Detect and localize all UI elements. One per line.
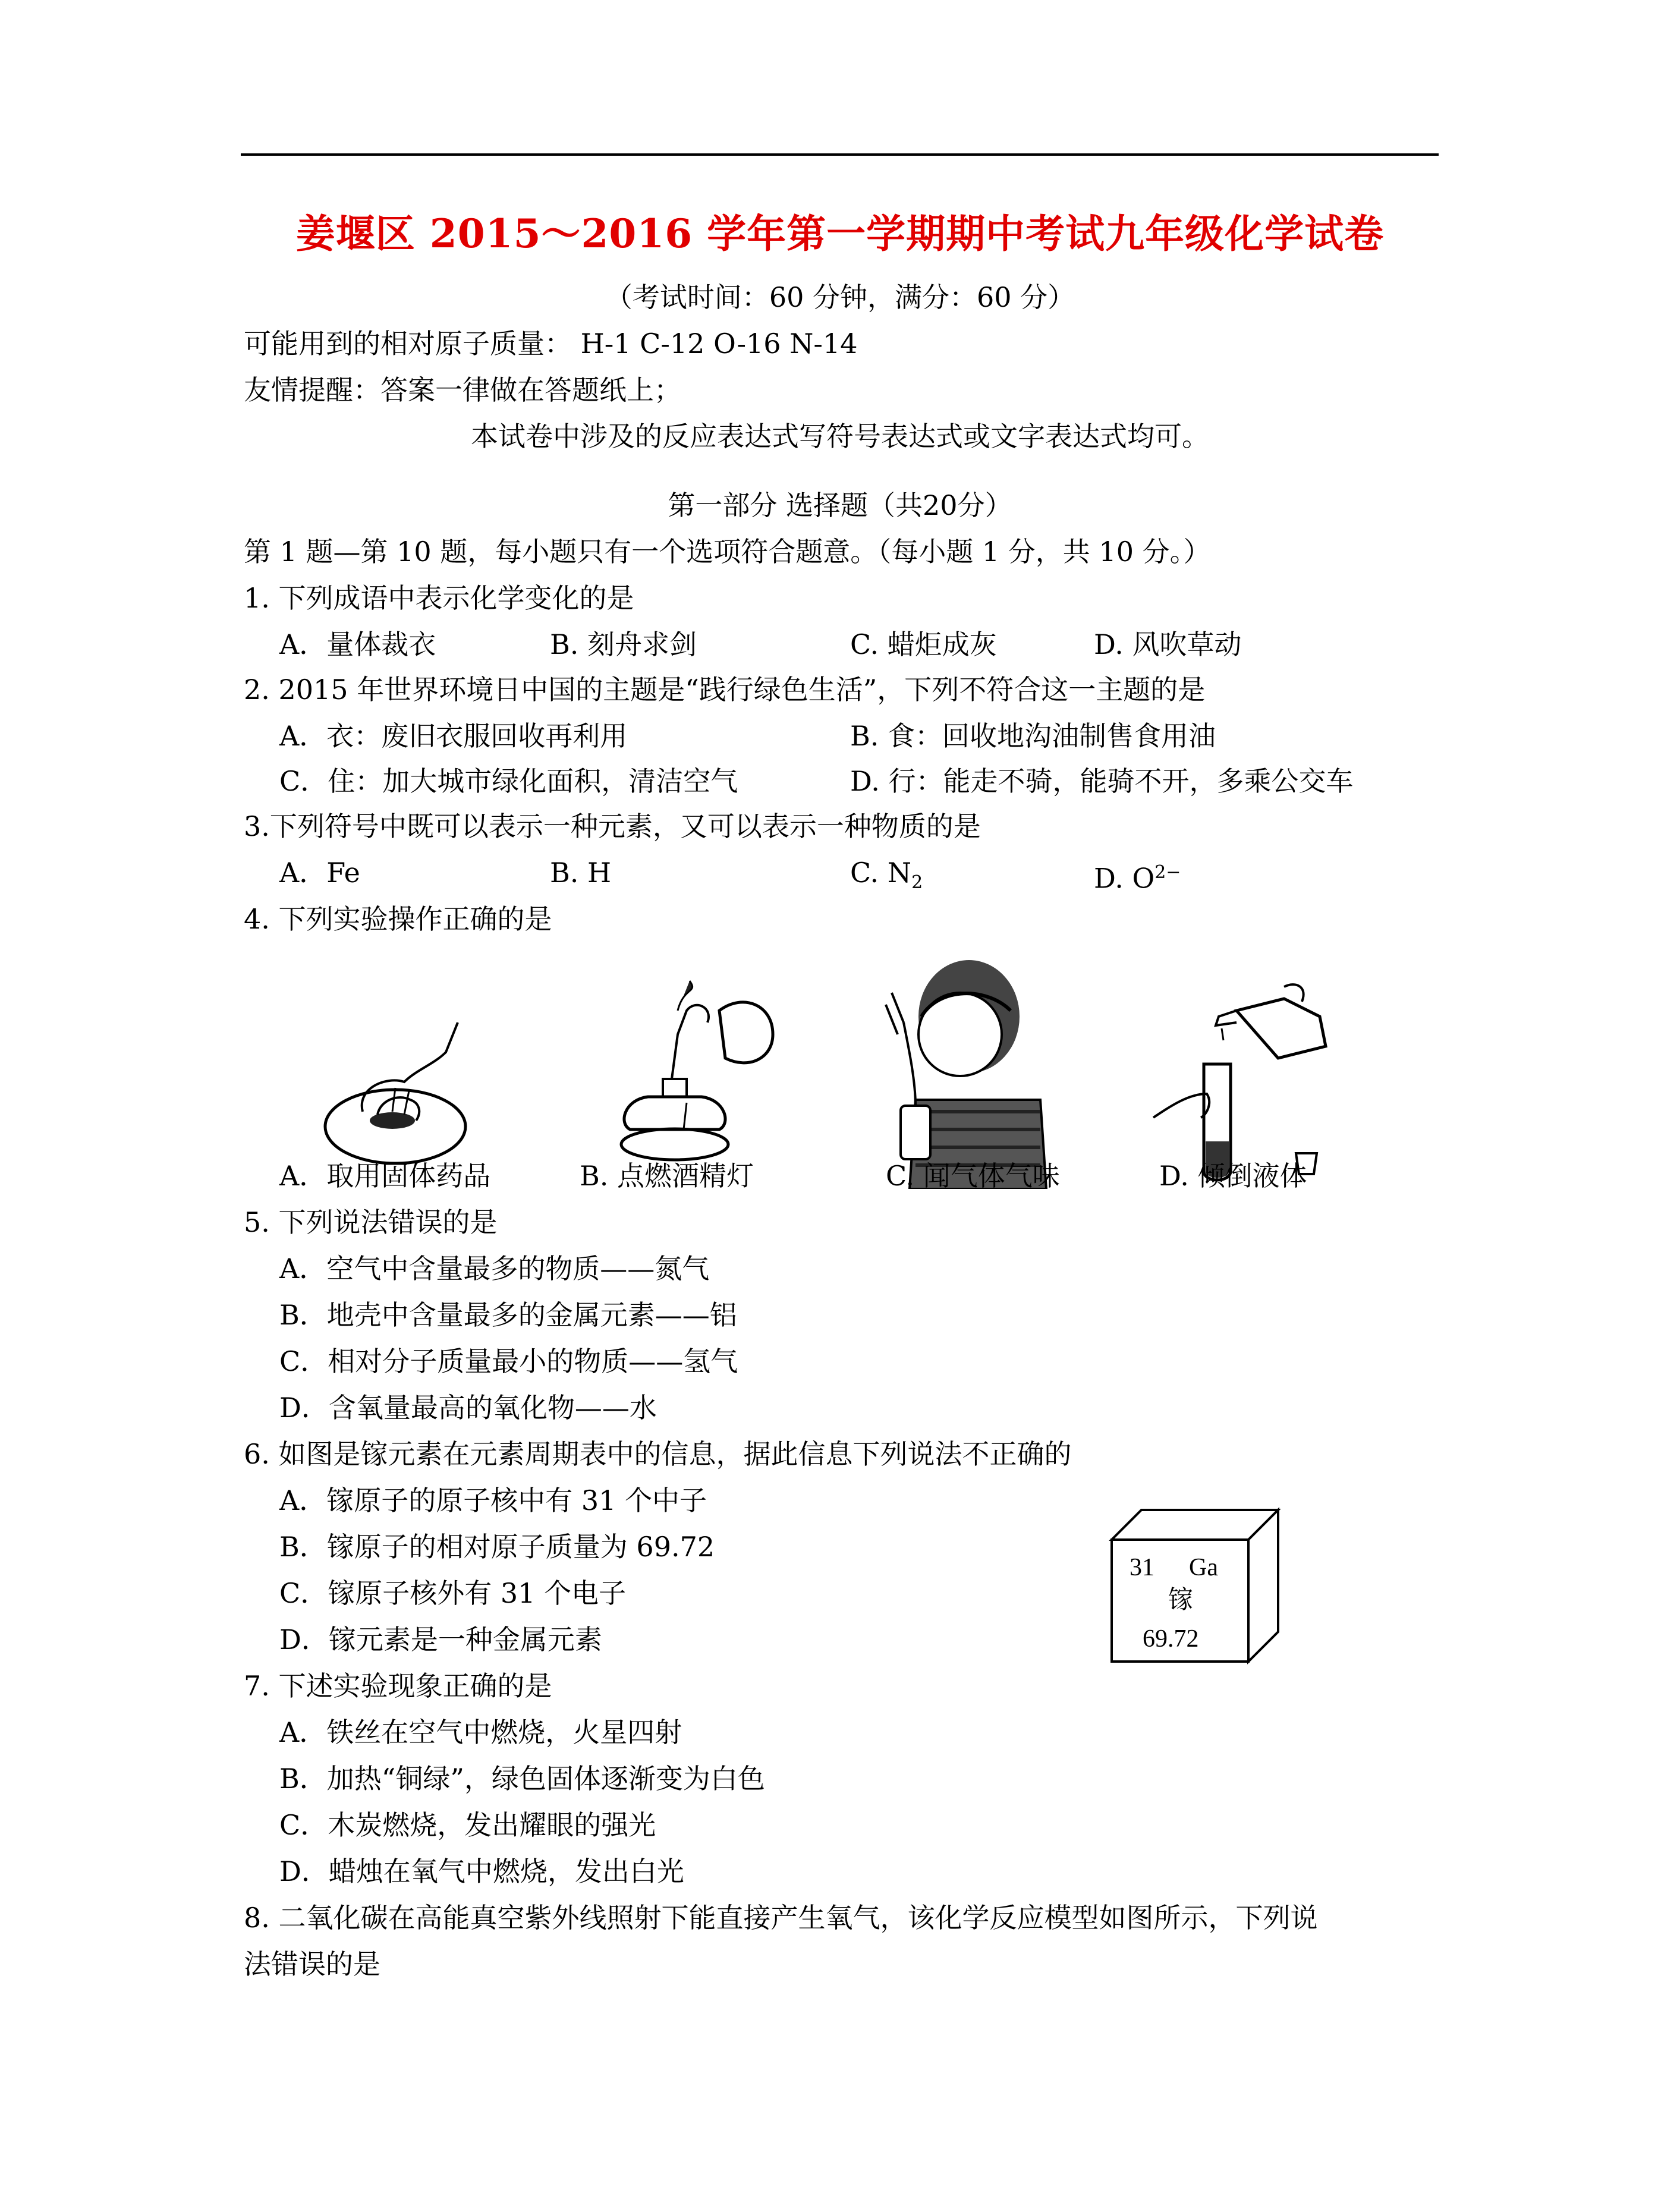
q7-option-c: C．木炭燃烧，发出耀眼的强光 bbox=[279, 1809, 656, 1841]
question-5-stem: 5. 下列说法错误的是 bbox=[244, 1206, 498, 1238]
q2-option-d: D. 行：能走不骑，能骑不开，多乘公交车 bbox=[850, 765, 1354, 797]
q5-option-d: D．含氧量最高的氧化物——水 bbox=[279, 1392, 657, 1424]
reminder-2: 本试卷中涉及的反应表达式写符号表达式或文字表达式均可。 bbox=[471, 420, 1209, 452]
q3-option-d-text: D. O bbox=[1094, 862, 1155, 895]
section-title: 第一部分 选择题（共20分） bbox=[668, 489, 1012, 521]
q1-option-a: A．量体裁衣 bbox=[279, 628, 436, 660]
q2-option-a: A．衣：废旧衣服回收再利用 bbox=[279, 720, 628, 752]
figure-alcohol-lamp bbox=[594, 975, 791, 1177]
q3-option-d-superscript: 2− bbox=[1154, 862, 1181, 883]
q7-option-d: D．蜡烛在氧气中燃烧，发出白光 bbox=[279, 1855, 684, 1887]
gallium-element-card bbox=[1106, 1504, 1284, 1670]
atomic-masses: 可能用到的相对原子质量： H-1 C-12 O-16 N-14 bbox=[244, 328, 858, 360]
question-8-stem: 8. 二氧化碳在高能真空紫外线照射下能直接产生氧气，该化学反应模型如图所示，下列说 bbox=[244, 1902, 1318, 1934]
q6-option-d: D．镓元素是一种金属元素 bbox=[279, 1623, 602, 1656]
q3-option-c bbox=[850, 855, 923, 901]
q3-option-d bbox=[1094, 855, 1181, 896]
q6-option-a: A．镓原子的原子核中有 31 个中子 bbox=[279, 1484, 707, 1516]
question-7-stem: 7. 下述实验现象正确的是 bbox=[244, 1670, 552, 1702]
q1-option-d: D. 风吹草动 bbox=[1094, 628, 1242, 660]
exam-info: （考试时间：60 分钟，满分：60 分） bbox=[605, 281, 1075, 313]
q3-option-a: A．Fe bbox=[279, 857, 360, 889]
q5-option-b: B．地壳中含量最多的金属元素——铝 bbox=[279, 1299, 737, 1331]
q1-option-c: C. 蜡炬成灰 bbox=[850, 628, 997, 660]
question-3-stem: 3.下列符号中既可以表示一种元素，又可以表示一种物质的是 bbox=[244, 810, 981, 842]
question-6-stem: 6. 如图是镓元素在元素周期表中的信息，据此信息下列说法不正确的 bbox=[244, 1438, 1072, 1470]
q2-option-c: C．住：加大城市绿化面积，清洁空气 bbox=[279, 765, 738, 797]
q3-option-b: B. H bbox=[550, 857, 612, 889]
q7-option-b: B．加热“铜绿”，绿色固体逐渐变为白色 bbox=[279, 1763, 765, 1795]
q4-option-d: D. 倾倒液体 bbox=[1159, 1160, 1307, 1192]
question-1-stem: 1. 下列成语中表示化学变化的是 bbox=[244, 582, 634, 614]
question-8-stem-continued: 法错误的是 bbox=[244, 1948, 380, 1980]
question-4-stem: 4. 下列实验操作正确的是 bbox=[244, 903, 552, 935]
q3-option-c-subscript: 2 bbox=[911, 872, 923, 893]
q7-option-a: A．铁丝在空气中燃烧，火星四射 bbox=[279, 1716, 682, 1748]
q2-option-b: B. 食：回收地沟油制售食用油 bbox=[850, 720, 1216, 752]
q4-option-c: C. 闻气体气味 bbox=[886, 1160, 1060, 1192]
q4-option-a: A．取用固体药品 bbox=[279, 1160, 491, 1192]
figure-solid-reagent bbox=[321, 999, 476, 1177]
figure-pour-liquid bbox=[1147, 975, 1338, 1189]
q6-option-b: B．镓原子的相对原子质量为 69.72 bbox=[279, 1531, 715, 1563]
q1-option-b: B. 刻舟求剑 bbox=[550, 628, 697, 660]
question-2-stem: 2. 2015 年世界环境日中国的主题是“践行绿色生活”，下列不符合这一主题的是 bbox=[244, 674, 1206, 706]
element-mass: 69.72 bbox=[1143, 1625, 1199, 1653]
q5-option-c: C．相对分子质量最小的物质——氢气 bbox=[279, 1345, 738, 1377]
section-instruction: 第 1 题—第 10 题，每小题只有一个选项符合题意。（每小题 1 分，共 10 分。） bbox=[244, 536, 1211, 568]
figure-smell-gas bbox=[850, 951, 1064, 1189]
header-rule bbox=[241, 153, 1439, 156]
q6-option-c: C．镓原子核外有 31 个电子 bbox=[279, 1577, 626, 1609]
element-name: 镓 bbox=[1168, 1587, 1194, 1614]
q3-option-c-text: C. N bbox=[850, 857, 912, 889]
q4-option-b: B. 点燃酒精灯 bbox=[580, 1160, 754, 1192]
element-number: 31 bbox=[1130, 1554, 1154, 1581]
q5-option-a: A．空气中含量最多的物质——氮气 bbox=[279, 1253, 710, 1285]
element-symbol: Ga bbox=[1189, 1554, 1218, 1581]
reminder: 友情提醒：答案一律做在答题纸上； bbox=[244, 374, 681, 406]
page-title: 姜堰区 2015～2016 学年第一学期期中考试九年级化学试卷 bbox=[295, 210, 1385, 257]
